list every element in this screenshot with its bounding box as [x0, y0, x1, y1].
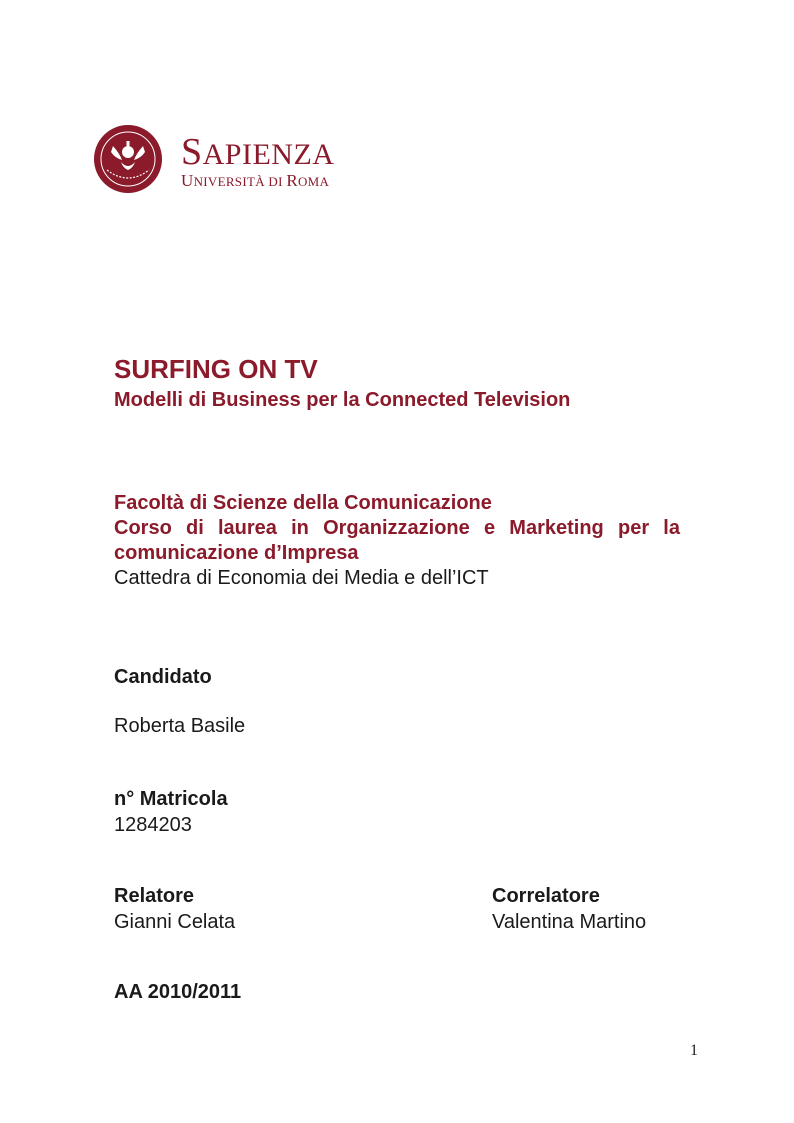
candidate-label: Candidato	[114, 666, 212, 688]
relatore-name: Gianni Celata	[114, 911, 236, 933]
chair-name: Cattedra di Economia dei Media e dell’ICT	[114, 567, 489, 589]
thesis-title: SURFING ON TV	[114, 354, 318, 384]
matricola-label: n° Matricola	[114, 788, 228, 810]
academic-year: AA 2010/2011	[114, 981, 242, 1003]
degree-course-line2: comunicazione d’Impresa	[114, 542, 359, 564]
faculty-block	[114, 491, 680, 591]
thesis-subtitle: Modelli di Business per la Connected Television	[114, 389, 571, 411]
matricola-number: 1284203	[114, 814, 192, 836]
university-subtitle: UNIVERSITÀ DI ROMA	[181, 171, 330, 190]
correlatore-name: Valentina Martino	[492, 911, 647, 933]
candidate-name: Roberta Basile	[114, 715, 246, 737]
university-name: SAPIENZA	[181, 131, 335, 173]
degree-course-line1: Corso di laurea in Organizzazione e Marketing per la	[114, 517, 680, 539]
page-number: 1	[690, 1042, 698, 1059]
university-seal-icon	[93, 124, 163, 194]
correlatore-label: Correlatore	[492, 885, 600, 907]
relatore-label: Relatore	[114, 885, 195, 907]
faculty-name: Facoltà di Scienze della Comunicazione	[114, 492, 492, 514]
